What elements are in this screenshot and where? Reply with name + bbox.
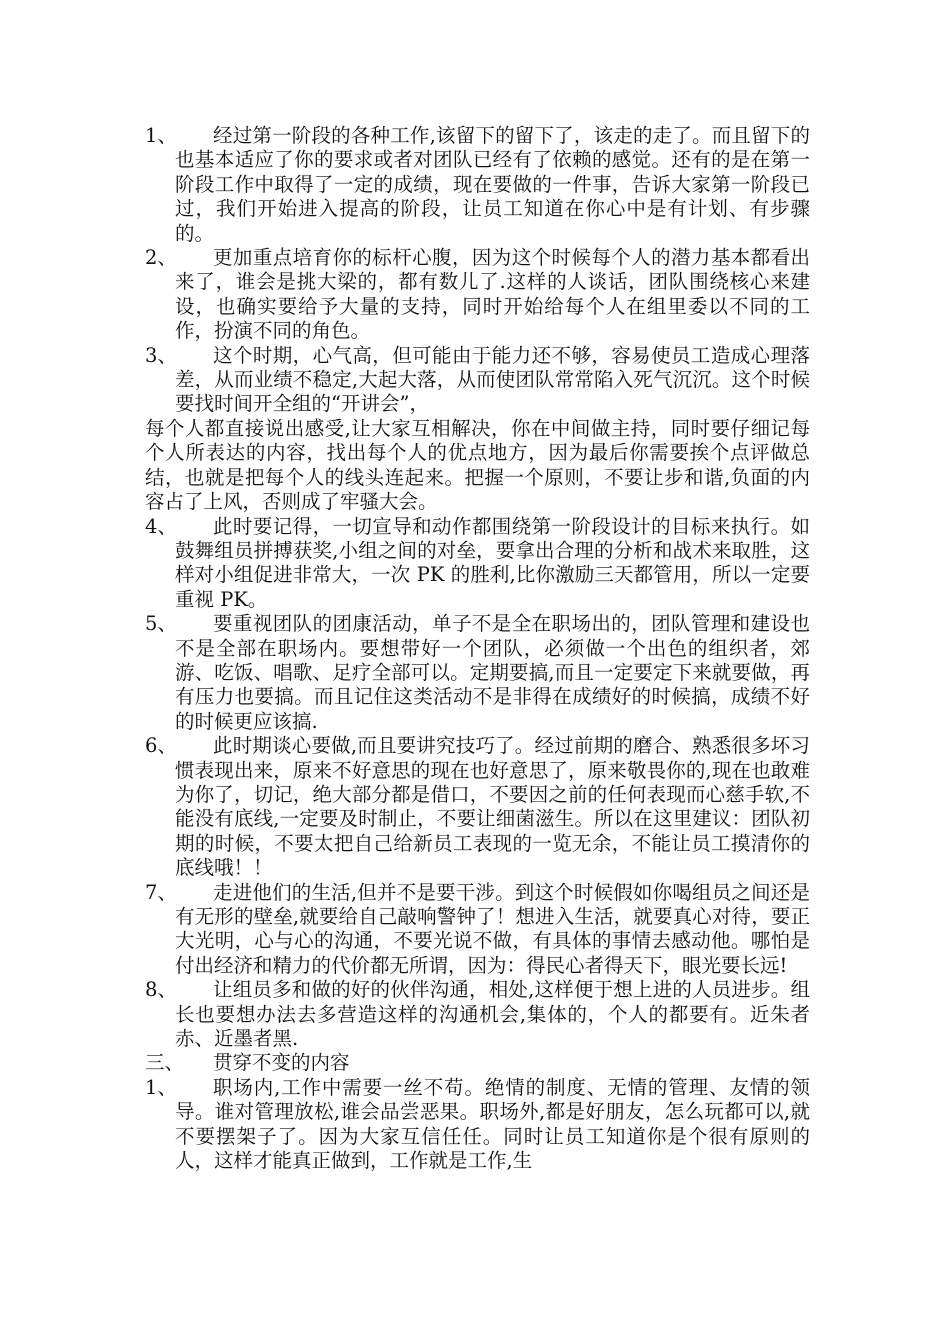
item-text: 更加重点培育你的标杆心腹，因为这个时候每个人的潜力基本都看出来了，谁会是挑大梁的，都有数儿了.这样的人谈话，团队围绕核心来建设，也确实要给予大量的支持，同时开始给每个人在组里委以不同的工作，扮演不同的角色。 [175,246,810,343]
item-number: 7、 [145,880,177,904]
list-item-2 [145,246,810,344]
item-number: 5、 [145,612,177,636]
item-number: 1、 [145,124,177,147]
item-text: 经过第一阶段的各种工作,该留下的留下了，该走的走了。而且留下的也基本适应了你的要求或者对团队已经有了依赖的感觉。还有的是在第一阶段工作中取得了一定的成绩，现在要做的一件事，告诉大家第一阶段已过，我们开始进入提高的阶段，让员工知道在你心中是有计划、有步骤的。 [175,124,810,245]
body-paragraph: 每个人都直接说出感受,让大家互相解决，你在中间做主持，同时要仔细记每个人所表达的内容，找出每个人的优点地方，因为最后你需要挨个点评做总结，也就是把每个人的线头连起来。把握一个原则，不要让步和谐,负面的内容占了上风，否则成了牢骚大会。 [145,416,810,514]
section-heading [145,1051,810,1075]
item-number: 6、 [145,734,177,758]
list-item-4 [145,515,810,613]
item-text: 职场内,工作中需要一丝不苟。绝情的制度、无情的管理、友情的领导。谁对管理放松,谁会品尝恶果。职场外,都是好朋友，怎么玩都可以,就不要摆架子了。因为大家互信任任。同时让员工知道你是个很有原则的人，这样才能真正做到，工作就是工作,生 [175,1075,810,1173]
section-title: 贯穿不变的内容 [213,1051,350,1075]
item-number: 8、 [145,978,177,1002]
list-item-1 [145,124,810,246]
list-item-6 [145,734,810,880]
item-number: 2、 [145,246,177,270]
item-number: 1、 [145,1075,177,1099]
item-text: 此时要记得，一切宣导和动作都围绕第一阶段设计的目标来执行。如鼓舞组员拼搏获奖,小组之间的对垒，要拿出合理的分析和战术来取胜，这样对小组促进非常大，一次 PK 的胜利,比你激励三天都管用，所以一定要重视 PK。 [175,514,810,611]
section-number: 三、 [145,1051,185,1075]
document-body [145,124,810,1173]
list-item-3 [145,344,810,417]
section3-item-1 [145,1076,810,1174]
list-item-5 [145,612,810,734]
item-text: 这个时期，心气高，但可能由于能力还不够，容易使员工造成心理落差，从而业绩不稳定,大起大落，从而使团队常常陷入死气沉沉。这个时候要找时间开全组的“开讲会”， [175,343,810,416]
item-number: 3、 [145,343,177,367]
item-number: 4、 [145,514,177,538]
item-text: 此时期谈心要做,而且要讲究技巧了。经过前期的磨合、熟悉很多坏习惯表现出来，原来不好意思的现在也好意思了，原来敬畏你的,现在也敢难为你了，切记，绝大部分都是借口，不要因之前的任何表现而心慈手软,不能没有底线,一定要及时制止，不要让细菌滋生。所以在这里建议：团队初期的时候，不要太把自己给新员工表现的一览无余，不能让员工摸清你的底线哦！！ [175,734,810,880]
item-text: 让组员多和做的好的伙伴沟通，相处,这样便于想上进的人员进步。组长也要想办法去多营造这样的沟通机会,集体的，个人的都要有。近朱者赤、近墨者黑. [175,978,810,1051]
item-text: 要重视团队的团康活动，单子不是全在职场出的，团队管理和建设也不是全部在职场内。要想带好一个团队，必须做一个出色的组织者，郊游、吃饭、唱歌、足疗全部可以。定期要搞,而且一定要定下来就要做，再有压力也要搞。而且记住这类活动不是非得在成绩好的时候搞，成绩不好的时候更应该搞. [175,612,810,733]
item-text: 走进他们的生活,但并不是要干涉。到这个时候假如你喝组员之间还是有无形的壁垒,就要给自己敲响警钟了！想进入生活，就要真心对待，要正大光明，心与心的沟通，不要光说不做，有具体的事情去感动他。哪怕是付出经济和精力的代价都无所谓，因为：得民心者得天下，眼光要长远! [175,880,810,977]
list-item-7 [145,881,810,979]
list-item-8 [145,978,810,1051]
